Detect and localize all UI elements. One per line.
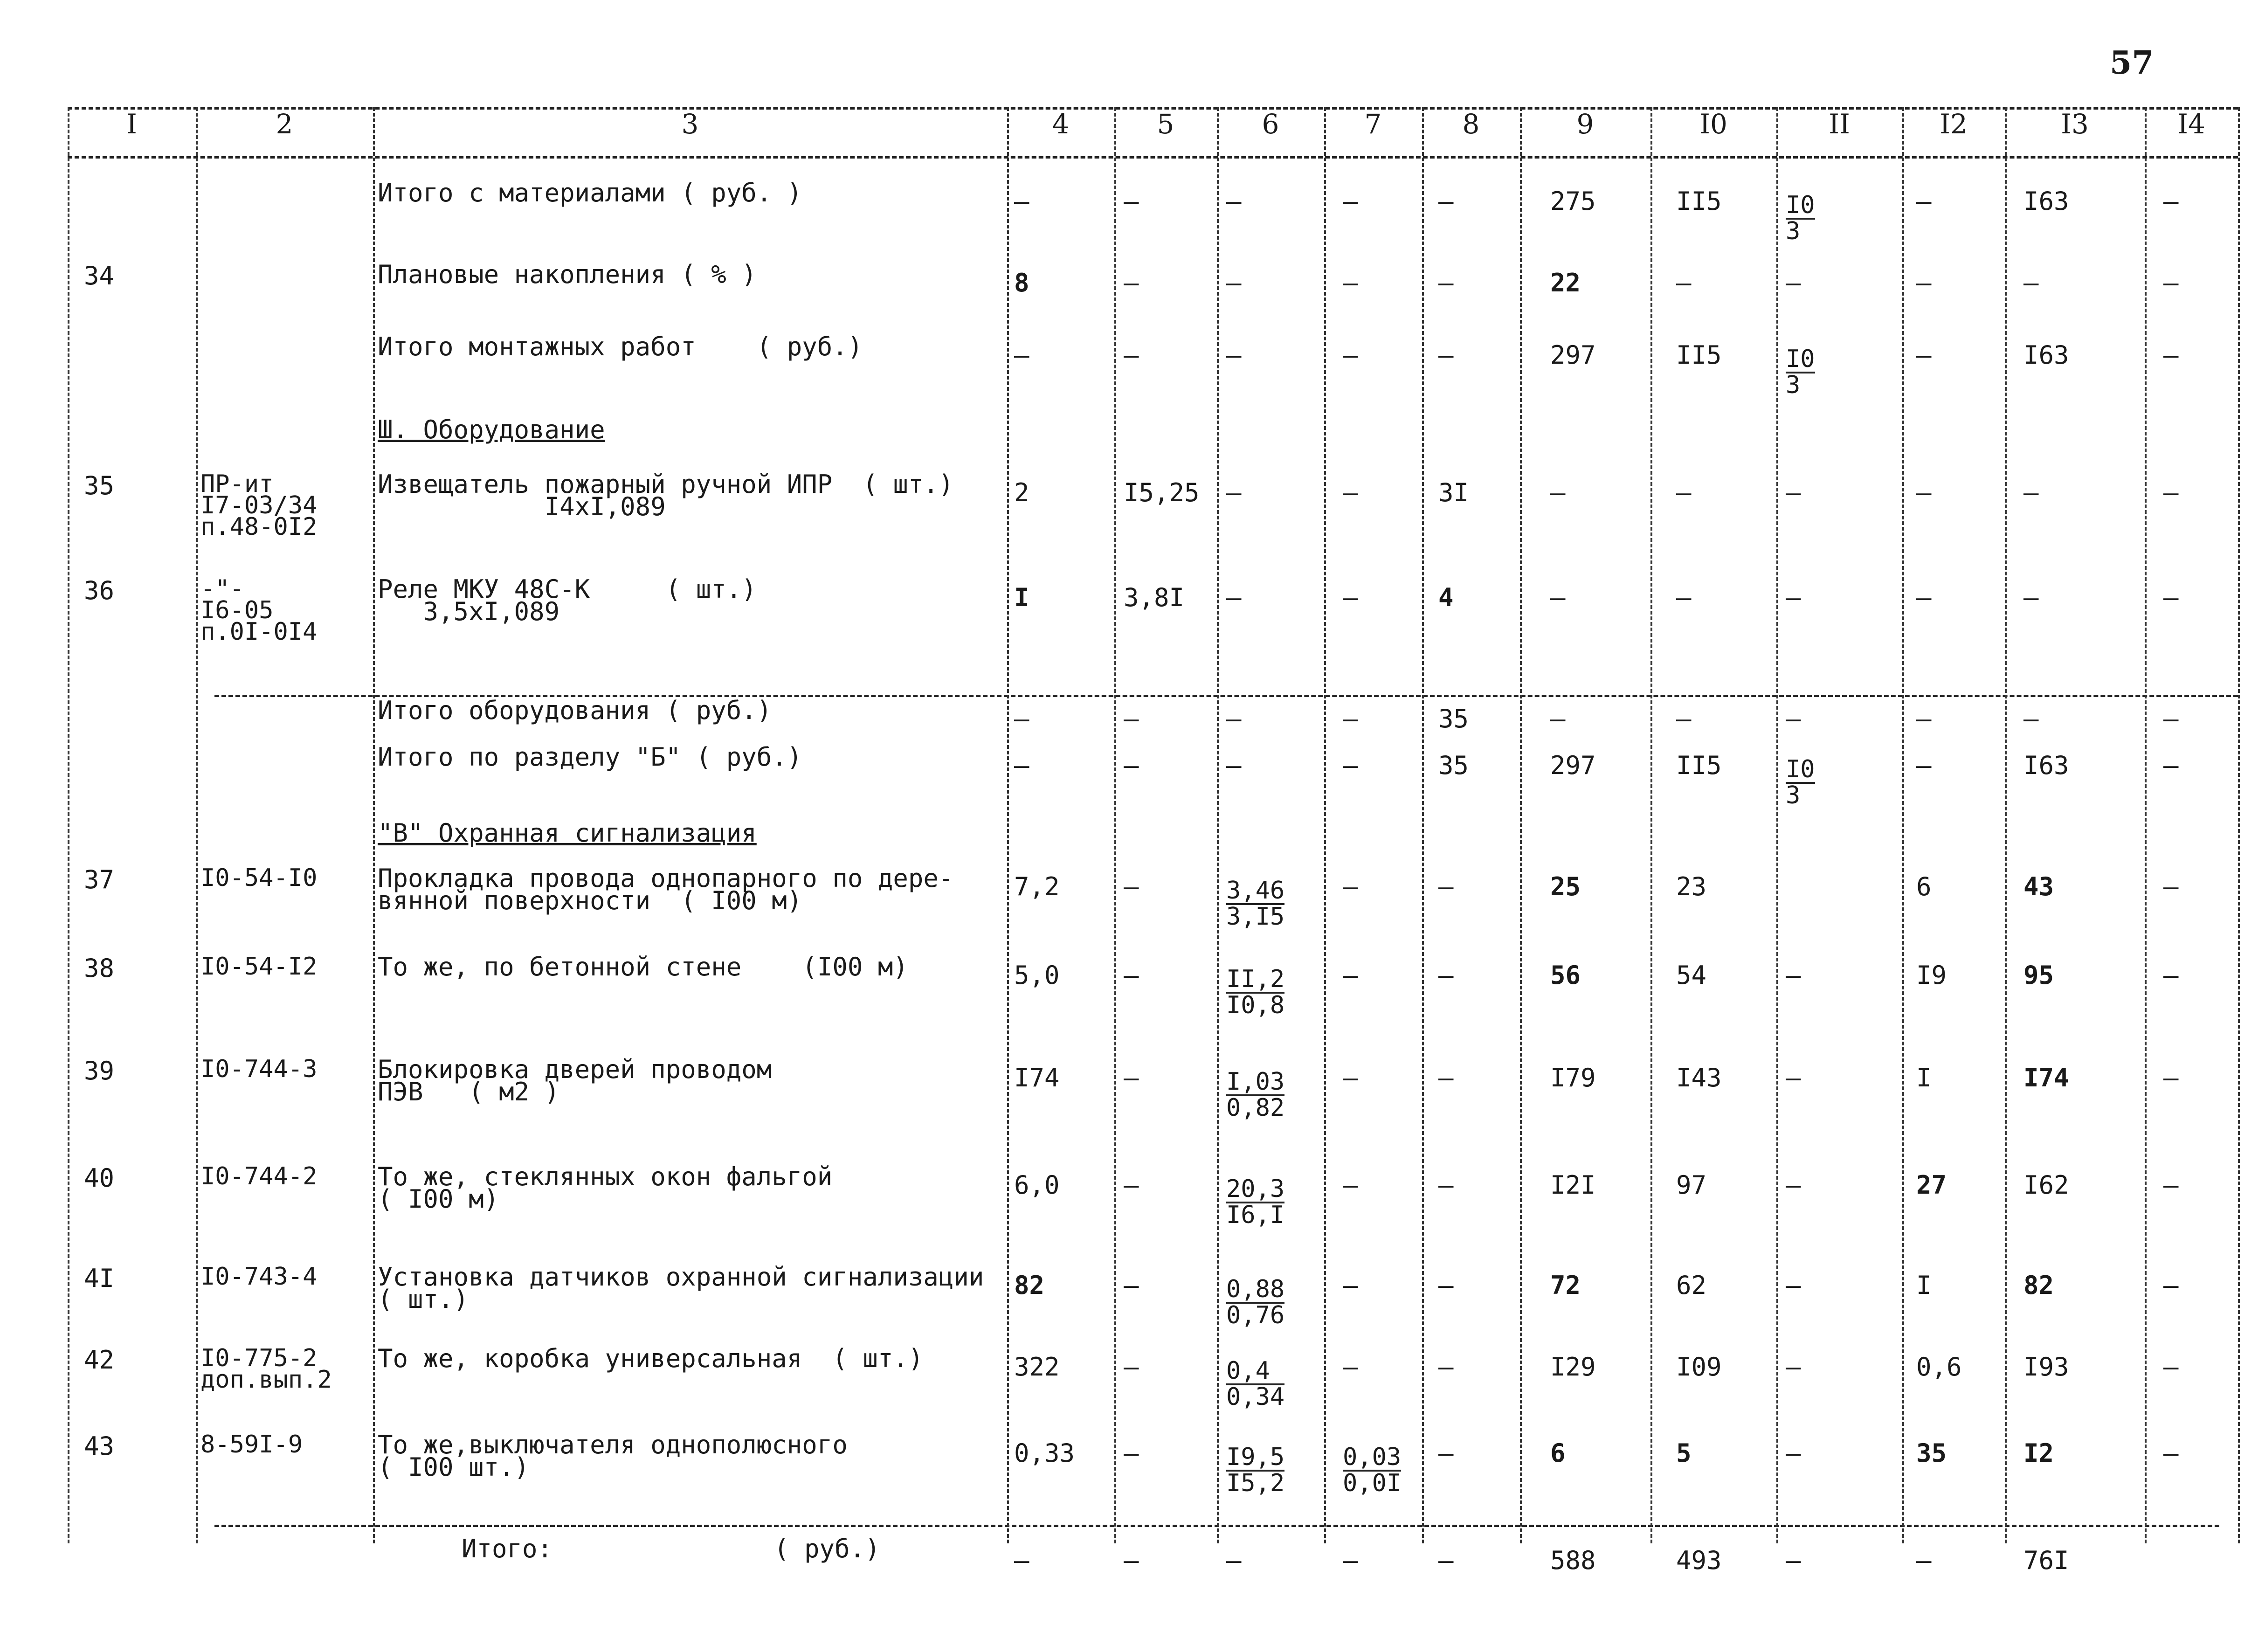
cell-c9: 275 [1550,187,1596,216]
column-header: 3 [681,108,699,140]
cell-c14: – [2163,751,2179,780]
cell-c14: – [2163,1271,2179,1300]
cell-c11: – [1786,704,1801,733]
cell-c11: – [1786,583,1801,612]
cell-c10: I09 [1676,1352,1722,1382]
total-c8: – [1438,1546,1454,1575]
fraction-denominator: 0,0I [1343,1469,1402,1497]
cell-c7: – [1343,268,1358,297]
cell-c13: I62 [2023,1170,2069,1200]
fraction-denominator: 3,I5 [1226,903,1285,931]
fraction-numerator: I0 [1786,755,1815,783]
cell-c12: 6 [1916,872,1932,901]
cell-c7: – [1343,340,1358,370]
cell-c14: – [2163,1438,2179,1468]
column-rule [2145,107,2147,1543]
cell-c9: I79 [1550,1063,1596,1092]
cell-c11: – [1786,268,1801,297]
cell-c11: – [1786,478,1801,507]
cell-c9: – [1550,704,1566,733]
row-description: То же, коробка универсальная ( шт.) [378,1344,924,1373]
cell-c8: – [1438,340,1454,370]
fraction-value [1226,1070,1284,1120]
cell-c14: – [2163,704,2179,733]
cell-c8: – [1438,1352,1454,1382]
total-c10: 493 [1676,1546,1722,1575]
fraction-value [1226,1275,1285,1329]
cell-c14: – [2163,187,2179,216]
fraction-numerator: I9,5 [1226,1443,1285,1471]
cell-c13: – [2023,704,2039,733]
total-c12: – [1916,1546,1932,1575]
row-number: 37 [84,865,115,894]
cell-c8: – [1438,961,1454,990]
total-c5: – [1124,1546,1139,1575]
fraction-numerator: 0,03 [1343,1443,1402,1471]
fraction-denominator: 0,34 [1226,1383,1285,1411]
total-label: Итого: [462,1534,553,1563]
section-heading: "В" Охранная сигнализация [378,818,757,848]
cell-c8: 35 [1438,751,1469,780]
cell-c13: – [2023,583,2039,612]
cell-c10: II5 [1676,751,1722,780]
column-rule [1007,107,1009,1543]
header-bottom-rule [68,156,2238,159]
cell-c11: – [1786,961,1801,990]
fraction-value [1226,1177,1284,1227]
cell-c12: I9 [1916,961,1947,990]
fraction-value [1226,1445,1284,1495]
row-number: 35 [84,471,115,500]
column-header: 5 [1157,108,1174,140]
fraction-numerator: 0,88 [1226,1275,1285,1303]
row-code: I0-54-I0 [200,864,318,892]
row-code: I0-743-4 [200,1263,318,1291]
cell-c14: – [2163,1170,2179,1200]
cell-c7: – [1343,961,1358,990]
cell-c9: 6 [1550,1438,1566,1468]
cell-c4: I [1014,583,1029,612]
cell-c14: – [2163,268,2179,297]
cell-c4: – [1014,751,1029,780]
row-number: 4I [84,1264,115,1293]
cell-c12: – [1916,583,1932,612]
cell-c13: I63 [2023,187,2069,216]
cell-c7: – [1343,1063,1358,1092]
cell-c10: – [1676,583,1692,612]
column-header: 4 [1052,108,1070,140]
total-c6: – [1226,1546,1242,1575]
section-heading: Ш. Оборудование [378,415,605,444]
cell-c5: – [1124,1438,1139,1468]
cell-c10: 54 [1676,961,1707,990]
cell-c4: I74 [1014,1063,1060,1092]
cell-c11: – [1786,1352,1801,1382]
cell-c4: 7,2 [1014,872,1060,901]
cell-c5: – [1124,751,1139,780]
column-header: I3 [2061,108,2089,140]
cell-c6: – [1226,583,1242,612]
cell-c7: – [1343,187,1358,216]
total-c7: – [1343,1546,1358,1575]
cell-c14: – [2163,872,2179,901]
column-rule [1217,107,1219,1543]
column-header: I [126,108,137,140]
row-description: Итого с материалами ( руб. ) [378,178,802,207]
cell-c5: – [1124,1271,1139,1300]
cell-c13: 43 [2023,872,2054,901]
total-c9: 588 [1550,1546,1596,1575]
column-header: 2 [276,108,293,140]
fraction-value [1786,191,1815,245]
cell-c12: – [1916,268,1932,297]
cell-c12: I [1916,1271,1932,1300]
column-header: I0 [1699,108,1727,140]
cell-c12: 0,6 [1916,1352,1962,1382]
column-rule [1902,107,1904,1543]
cell-c4: 322 [1014,1352,1060,1382]
cell-c7: – [1343,1271,1358,1300]
cell-c13: 82 [2023,1271,2054,1300]
cell-c5: – [1124,1170,1139,1200]
cell-c8: 35 [1438,704,1469,733]
row-description: Итого монтажных работ ( руб.) [378,332,863,361]
cell-c10: 5 [1676,1438,1692,1468]
cell-c4: 2 [1014,478,1029,507]
cell-c11: – [1786,1438,1801,1468]
row-code: I0-54-I2 [200,953,318,981]
column-rule [373,107,375,1543]
row-number: 40 [84,1163,115,1193]
row-number: 34 [84,261,115,290]
column-rule [1776,107,1778,1543]
fraction-value [1226,965,1285,1019]
cell-c9: 72 [1550,1271,1581,1300]
row-number: 36 [84,576,115,605]
fraction-numerator: 20,3 [1226,1175,1285,1203]
cell-c14: – [2163,961,2179,990]
cell-c4: 5,0 [1014,961,1060,990]
cell-c14: – [2163,583,2179,612]
row-description: Итого оборудования ( руб.) [378,696,772,725]
cell-c5: – [1124,340,1139,370]
column-rule [68,107,69,1543]
cell-c7: – [1343,1352,1358,1382]
cell-c9: 297 [1550,751,1596,780]
column-header: 9 [1576,108,1594,140]
total-c11: – [1786,1546,1801,1575]
cell-c10: – [1676,704,1692,733]
cell-c4: 6,0 [1014,1170,1060,1200]
cell-c9: 297 [1550,340,1596,370]
cell-c6: – [1226,340,1242,370]
row-number: 43 [84,1431,115,1461]
fraction-denominator: I5,2 [1226,1469,1285,1497]
cell-c13: 95 [2023,961,2054,990]
cell-c6: – [1226,268,1242,297]
fraction-denominator: I0,8 [1226,991,1285,1019]
row-code: 8-59I-9 [200,1431,303,1458]
cell-c13: – [2023,268,2039,297]
cell-c4: – [1014,704,1029,733]
cell-c9: 25 [1550,872,1581,901]
column-rule [1422,107,1424,1543]
cell-c4: – [1014,187,1029,216]
cell-c5: – [1124,1063,1139,1092]
column-rule [1520,107,1522,1543]
row-description: То же, по бетонной стене (I00 м) [378,952,908,982]
cell-c10: I43 [1676,1063,1722,1092]
cell-c9: 22 [1550,268,1581,297]
column-header: II [1829,108,1850,140]
row-number: 38 [84,954,115,983]
fraction-numerator: I,03 [1226,1068,1285,1096]
cell-c8: – [1438,1438,1454,1468]
cell-c6: – [1226,187,1242,216]
total-c4: – [1014,1546,1029,1575]
fraction-denominator: I6,I [1226,1201,1285,1229]
cell-c8: – [1438,187,1454,216]
cell-c5: I5,25 [1124,478,1200,507]
column-rule [1650,107,1652,1543]
fraction-denominator: 3 [1786,781,1801,809]
cell-c9: 56 [1550,961,1581,990]
cell-c12: 27 [1916,1170,1947,1200]
cell-c8: 3I [1438,478,1469,507]
cell-c8: – [1438,1063,1454,1092]
cell-c5: 3,8I [1124,583,1185,612]
fraction-denominator: 3 [1786,371,1801,399]
column-header: I4 [2177,108,2205,140]
cell-c4: 0,33 [1014,1438,1075,1468]
cell-c13: – [2023,478,2039,507]
fraction-numerator: 0,4 [1226,1359,1284,1385]
cell-c13: I93 [2023,1352,2069,1382]
row-description: Плановые накопления ( % ) [378,260,757,289]
cell-c7: – [1343,751,1358,780]
column-rule [2238,107,2240,1543]
column-rule [196,107,198,1543]
page-number: 57 [2110,44,2154,82]
cell-c11: – [1786,1271,1801,1300]
fraction-numerator: I0 [1786,345,1815,373]
cell-c10: – [1676,268,1692,297]
cell-c10: II5 [1676,187,1722,216]
cell-c4: – [1014,340,1029,370]
cell-c8: – [1438,268,1454,297]
cell-c10: 97 [1676,1170,1707,1200]
fraction-denominator: 0,76 [1226,1301,1285,1329]
cell-c12: – [1916,340,1932,370]
column-header: 6 [1262,108,1279,140]
row-number: 39 [84,1056,115,1085]
row-description: Реле МКУ 48С-К ( шт.) 3,5xI,089 [378,574,757,626]
cell-c9: I2I [1550,1170,1596,1200]
column-header: I2 [1940,108,1968,140]
cell-c13: I2 [2023,1438,2054,1468]
cell-c8: – [1438,872,1454,901]
cell-c5: – [1124,268,1139,297]
row-code: -"- I6-05 п.0I-0I4 [200,575,318,646]
cell-c9: – [1550,478,1566,507]
cell-c14: – [2163,1063,2179,1092]
column-rule [1114,107,1116,1543]
cell-c4: 8 [1014,268,1029,297]
row-description: Установка датчиков охранной сигнализации ( шт.) [378,1262,984,1314]
column-header: 7 [1364,108,1382,140]
fraction-numerator: I0 [1786,191,1815,219]
fraction-value [1226,877,1285,931]
row-description: То же, стеклянных окон фальгой ( I00 м) [378,1162,833,1214]
cell-c11: – [1786,1170,1801,1200]
row-description: Извещатель пожарный ручной ИПР ( шт.) I4xI,089 [378,470,954,521]
cell-c14: – [2163,478,2179,507]
cell-c10: II5 [1676,340,1722,370]
row-description: Итого по разделу "Б" ( руб.) [378,742,802,772]
cell-c13: I74 [2023,1063,2069,1092]
cell-c8: 4 [1438,583,1454,612]
row-description: То же,выключателя однополюсного ( I00 шт.) [378,1430,848,1482]
column-rule [2005,107,2007,1543]
fraction-value [1786,755,1815,809]
total-c13: 76I [2023,1546,2069,1575]
cell-c7: – [1343,872,1358,901]
cell-c5: – [1124,704,1139,733]
cell-c10: 62 [1676,1271,1707,1300]
cell-c14: – [2163,1352,2179,1382]
cell-c7: – [1343,704,1358,733]
fraction-value [1343,1445,1401,1495]
cell-c10: – [1676,478,1692,507]
fraction-denominator: 3 [1786,217,1801,245]
cell-c7: – [1343,583,1358,612]
cell-c13: I63 [2023,340,2069,370]
cell-c7: – [1343,478,1358,507]
row-code: ПР-ит I7-03/34 п.48-0I2 [200,470,318,541]
row-description: Прокладка провода однопарного по дере- вянной поверхности ( I00 м) [378,864,954,915]
cell-c8: – [1438,1271,1454,1300]
cell-c9: – [1550,583,1566,612]
total-unit: ( руб.) [774,1534,880,1563]
cell-c5: – [1124,187,1139,216]
fraction-value [1226,1359,1284,1409]
column-rule [1324,107,1326,1543]
cell-c7: – [1343,1170,1358,1200]
fraction-value [1786,347,1815,397]
row-description: Блокировка дверей проводом ПЭВ ( м2 ) [378,1055,772,1106]
row-code: I0-744-2 [200,1162,318,1190]
cell-c10: 23 [1676,872,1707,901]
cell-c6: – [1226,478,1242,507]
cell-c12: – [1916,751,1932,780]
cell-c12: – [1916,478,1932,507]
fraction-numerator: 3,46 [1226,877,1285,905]
cell-c12: – [1916,187,1932,216]
row-code: I0-744-3 [200,1055,318,1083]
cell-c11: – [1786,1063,1801,1092]
cell-c5: – [1124,872,1139,901]
row-code: I0-775-2 доп.вып.2 [200,1344,332,1394]
cell-c5: – [1124,961,1139,990]
column-header: 8 [1462,108,1480,140]
fraction-numerator: II,2 [1226,965,1285,993]
fraction-denominator: 0,82 [1226,1094,1285,1122]
cell-c12: 35 [1916,1438,1947,1468]
cell-c4: 82 [1014,1271,1045,1300]
cell-c6: – [1226,751,1242,780]
cell-c12: I [1916,1063,1932,1092]
cell-c9: I29 [1550,1352,1596,1382]
row-number: 42 [84,1345,115,1375]
cell-c13: I63 [2023,751,2069,780]
cell-c8: – [1438,1170,1454,1200]
cell-c14: – [2163,340,2179,370]
cell-c5: – [1124,1352,1139,1382]
cell-c12: – [1916,704,1932,733]
cell-c6: – [1226,704,1242,733]
